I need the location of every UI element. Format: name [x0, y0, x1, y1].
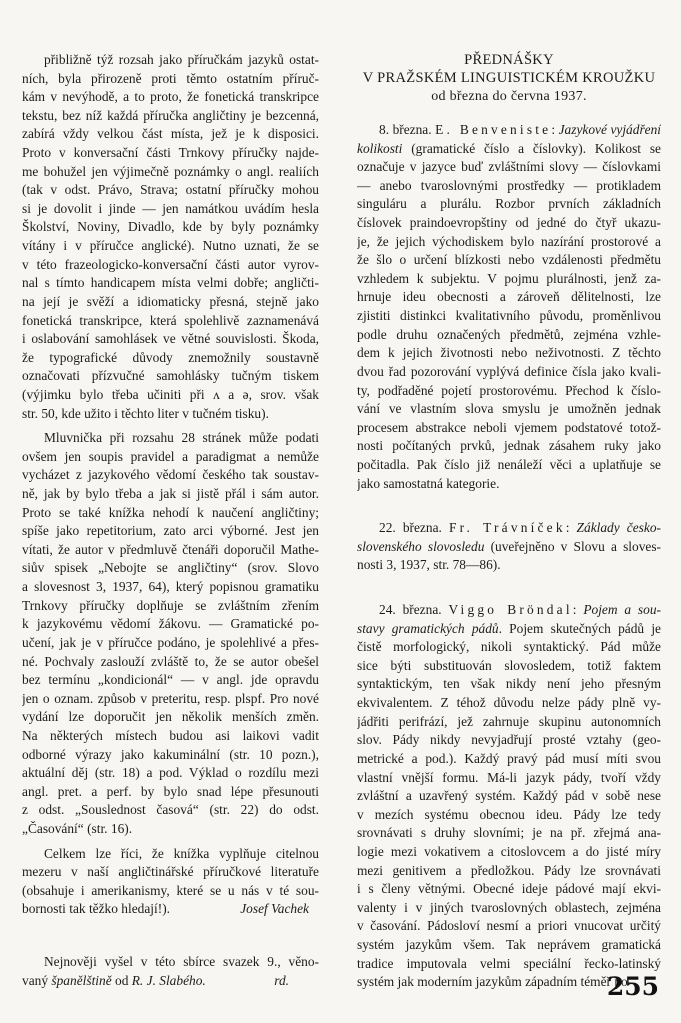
- text-line: me bohužel jen výjimečně poznámky o angl. realiích: [22, 163, 319, 179]
- text-line: tradice imputovala velmi speciální řecko-latinský: [357, 955, 661, 971]
- text-line: zabírá vždy velkou část místa, jež je k disposici.: [22, 126, 319, 142]
- text-line: v časování. Pádosloví nesmí a priori vnucovat určitý: [357, 918, 661, 934]
- text-line: Trnkovy příručky doplňuje se zvláštním zřením: [22, 597, 319, 613]
- review-signature: Josef Vachek: [240, 901, 309, 917]
- text-line: a slovesnost 3, 1937, 64), který popisnou gramatiku: [22, 579, 319, 595]
- text-line: zjistiti distinkci kvalitativního původu, proměnlivou: [357, 308, 661, 324]
- text-line: zvláštní a uzavřený systém. Každý pád v sobě nese: [357, 788, 661, 804]
- text-line: bornosti tak těžko hledají!). Josef Vachek: [22, 900, 319, 919]
- lecture-entry: [357, 601, 661, 992]
- lecture-entry: [357, 519, 661, 601]
- text-line: jen o oznam. způsob v preteritu, resp. plspf. Pro nové: [22, 690, 319, 706]
- text-line: slovenského slovosledu (uveřejněno v Slovu a sloves-: [357, 538, 661, 554]
- right-column: [357, 51, 661, 992]
- text-line: z odst. „Souslednost časová“ (str. 22) do odst.: [22, 802, 319, 818]
- text-line: Proto v konversační části Trnkovy příručky najde-: [22, 145, 319, 161]
- text-line: bez termínu „kondicionál“ — v angl. jde opravdu: [22, 672, 319, 688]
- text-line: vycházet z jazykového vědomí českého tak soustav-: [22, 467, 319, 483]
- lecture-speaker: E. Benveniste: [435, 122, 552, 137]
- text-line: Celkem lze říci, že knížka vyplňuje citelnou: [44, 845, 319, 861]
- left-column: [22, 51, 319, 990]
- text-line: na její je svěží a idiomaticky přesná, stejně jako: [22, 293, 319, 309]
- text-line: dem k jejich životnosti nebo neživotnosti. Z těchto: [357, 345, 661, 361]
- text-line: stavy gramatických pádů. Pojem skutečných pádů je: [357, 620, 661, 636]
- text-line: k jazykovému vědomí žákovu. — Gramatické po-: [22, 616, 319, 632]
- text-line: fonetická transkripce, která spolehlivě zaznamenává: [22, 312, 319, 328]
- text-line: kolikosti (gramatické číslo a číslovky). Kolikost se: [357, 140, 661, 156]
- review-paragraph: [22, 429, 319, 838]
- text-line: v této frazeologicko-konversační části autor vyrov-: [22, 256, 319, 272]
- text-line: vání ve vlastním slova smyslu je umožněn jednak: [357, 401, 661, 417]
- text-line: ně, jak by bylo třeba a jak si jistě přál i sám autor.: [22, 486, 319, 502]
- text-line: označovati přízvučné samohlásky tučným tiskem: [22, 368, 319, 384]
- text-line: systém jak moderním jazykům západním téměř po-: [357, 974, 633, 990]
- text-line: str. 50, kde užito i těchto liter v tučném tisku).: [22, 405, 269, 421]
- text-line: valenty i v jiných tvaroslovných oblastech, zejména: [357, 899, 661, 915]
- text-line: učení, jak je v příručce podáno, je spolehlivé a přes-: [22, 634, 319, 650]
- text-line: označuje v jazyce buď zvláštními slovy — číslovkami: [357, 159, 661, 175]
- text-line: čistě morfologický, nikoli syntaktický. Pád může: [357, 639, 661, 655]
- text-line: i s členy větnými. Obecné ideje pádové mají ekvi-: [357, 881, 661, 897]
- text-line: nosti 3, 1937, str. 78—86).: [357, 557, 501, 573]
- text-line: procesem abstrakce neboli vjemem podstatové totož-: [357, 419, 661, 435]
- text-line: ních, byla přirozeně proti těmto ostatním příruč-: [22, 70, 319, 86]
- lecture-header-line: 22. března. Fr. Trávníček: Základy česko-: [379, 520, 661, 536]
- text-line: tekstu, bez níž každá příručka angličtiny je bezcenná,: [22, 107, 319, 123]
- text-line: jádřiti perifrází, jež zahrnuje skupinu autonomních: [357, 713, 661, 729]
- text-line: angl. pret. a perf. by bylo snad lépe přesunouti: [22, 783, 319, 799]
- text-line: hrnuje ideu obecnosti a zároveň dělitelnosti, lze: [357, 289, 661, 305]
- note-line: vaný španělštině od R. J. Slabého. rd.: [22, 972, 319, 991]
- text-line: ekvivalentem. Z téhož důvodu nelze pády plně vy-: [357, 695, 661, 711]
- text-line: Mluvnička při rozsahu 28 stránek může podati: [44, 430, 319, 446]
- text-line: singuláru a plurálu. Rozbor prvních základních: [357, 196, 661, 212]
- text-line: logie mezi vokativem a citoslovcem a do jisté míry: [357, 843, 661, 859]
- section-date-range: od března do června 1937.: [431, 89, 587, 104]
- text-line: vítány i v příručce anglické). Nutno uznati, že se: [22, 238, 319, 254]
- text-line: (obsahuje i amerikanismy, které se u nás v té sou-: [22, 882, 319, 898]
- text-line: vydání lze doporučit jen několik menších změn.: [22, 709, 319, 725]
- text-line: sice býti substituován slovosledem, totiž faktem: [357, 657, 661, 673]
- text-line: siův spisek „Nebojte se angličtiny“ (srov. Slovo: [22, 560, 319, 576]
- text-line: spíše jako repetitorium, zato arci výborné. Jest jen: [22, 523, 319, 539]
- text-line: si je dovolit i jinde — jen namátkou uvádím hesla: [22, 200, 319, 216]
- text-line: vzhledem k subjektu. V pojmu plurálnosti, jenž za-: [357, 270, 661, 286]
- text-line: přibližně týž rozsah jako příručkám jazyků ostat-: [44, 52, 319, 67]
- text-line: né. Pochvaly zaslouží zvláště to, že se autor obešel: [22, 653, 319, 669]
- text-line: „Časování“ (str. 16).: [22, 820, 133, 836]
- lecture-date: 22. března.: [379, 520, 442, 536]
- text-line: odborné výrazy jako kakuminální (str. 10 pozn.),: [22, 746, 319, 762]
- text-line: počitadla. Pak číslo již nenáleží věci a uplatňuje se: [357, 456, 661, 472]
- note-signature: rd.: [274, 972, 289, 988]
- lecture-title: Pojem a sou-: [583, 602, 661, 618]
- text-line: jako samostatná kategorie.: [357, 475, 500, 491]
- lecture-entry: [357, 121, 661, 519]
- text-line: že typografické důvody znemožnily soustavně: [22, 349, 319, 365]
- text-line: ty, podřaděné pojetí prostorovému. Přechod k číslo-: [357, 382, 661, 398]
- text-line: mezeru v naší angličtinářské příručkové literatuře: [22, 864, 319, 880]
- text-line: (výjimku bylo třeba učiniti při ʌ a ə, srov. však: [22, 386, 319, 402]
- text-line: — anebo tvaroslovnými prostředky — protikladem: [357, 177, 661, 193]
- review-paragraph-conclusion: [22, 845, 319, 919]
- text-line: systém jazykům všem. Tak neprávem gramatická: [357, 936, 661, 952]
- text-line: nosti počítaných prvků, jednak zásahem ruky jako: [357, 438, 661, 454]
- lecture-date: 8. března.: [379, 122, 432, 137]
- text-line: mezi genitivem a předložkou. Pády lze srovnávati: [357, 862, 661, 878]
- text-line: aktuální děj (str. 18) a pod. Výklad o rozdílu mezi: [22, 765, 319, 781]
- text-line: i oslabování samohlásek ve větné souvislosti. Škoda,: [22, 331, 319, 347]
- series-note: [22, 953, 319, 990]
- text-line: vlastní vnější formu. Má-li jazyk pády, tvoří vždy: [357, 769, 661, 785]
- text-line: kám v nevýhodě, a to proto, že fonetická transkripce: [22, 89, 319, 105]
- lecture-speaker: Fr. Trávníček: [448, 520, 566, 536]
- lecture-header-line: 24. března. Viggo Bröndal: Pojem a sou-: [379, 602, 661, 618]
- section-title: PŘEDNÁŠKY: [464, 52, 554, 68]
- text-line: ovšem jen soupis pravidel a paradigmat a nemůže: [22, 448, 319, 464]
- lecture-title-continued: kolikosti: [357, 140, 403, 156]
- lecture-title: Jazykové vyjádření: [558, 122, 661, 137]
- text-line: Školství, Noviny, Divadlo, kde by byly poznámky: [22, 219, 319, 235]
- text-line: Na některých místech budou asi laikovi vadit: [22, 727, 319, 743]
- text-line: metrické a pod.). Každý pravý pád musí míti svou: [357, 750, 661, 766]
- text-line: že šlo o určení blízkosti nebo vzdálenosti předmětu: [357, 252, 661, 268]
- text-line: je, že jejich východiskem bylo nazírání prostorové a: [357, 233, 661, 249]
- lecture-title-continued: slovenského slovosledu: [357, 538, 485, 554]
- section-subtitle: V PRAŽSKÉM LINGUISTICKÉM KROUŽKU: [362, 70, 656, 86]
- text-line: číslovek praindoevropštiny od jedné do čtyř ukazu-: [357, 215, 661, 231]
- review-paragraph: [22, 51, 319, 423]
- lecture-header-line: 8. března. E. Benveniste: Jazykové vyjádření: [379, 122, 661, 137]
- text-line: podle druhu označených předmětů, zejména vzhle-: [357, 326, 661, 342]
- text-line: srovnávati s druhy slovními; je na př. zřejmá ana-: [357, 825, 661, 841]
- text-line: slov. Pády nikdy nevyjadřují prosté vztahy (geo-: [357, 732, 661, 748]
- note-line: Nejnověji vyšel v této sbírce svazek 9., věno-: [44, 954, 319, 970]
- text-line: Proto se také knížka nehodí k naučení angličtiny;: [22, 504, 319, 520]
- text-line: vítati, že autor v předmluvě čtenáři doporučil Mathe-: [22, 541, 319, 557]
- text-line: v mezích systému obecnou ideu. Pády lze tedy: [357, 806, 661, 822]
- text-line: dvou řad pozorování vyplývá definice čísla jako kvali-: [357, 363, 661, 379]
- text-line: (tak v odst. Právo, Strava; ostatní příručky mohou: [22, 182, 319, 198]
- lecture-title: Základy česko-: [576, 520, 661, 536]
- page-number: 255: [606, 972, 659, 1001]
- text-line: nal s tímto handicapem místa velmi dobře; angličti-: [22, 275, 319, 291]
- lecture-list: [357, 121, 661, 992]
- text-line: syntaktickým, ten však nikdy není jeho přesným: [357, 676, 661, 692]
- lecture-speaker: Viggo Bröndal: [448, 602, 573, 618]
- lecture-title-continued: stavy gramatických pádů: [357, 620, 499, 636]
- lecture-date: 24. března.: [379, 602, 442, 618]
